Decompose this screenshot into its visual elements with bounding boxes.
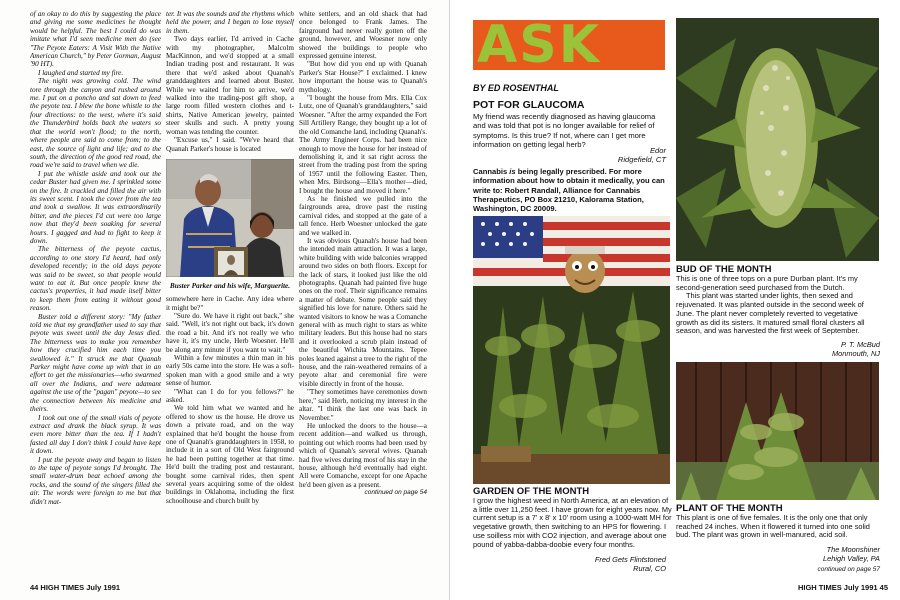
article-column-1 xyxy=(30,10,161,558)
folio-right: HIGH TIMES July 1991 45 xyxy=(797,583,888,592)
article-paragraph: I put the whistle aside and took out the cedar Buster had given me. I sprinkled some on the fire. It crackled and filled the air with its sweet scent. I took the cover from the tea and took a swallow. It was extraordinarily bitter, and the pieces I'd cut were too large now that they'd been soaking for several hours. I gagged and had to fight to keep it down. xyxy=(30,169,161,245)
glaucoma-question: My friend was recently diagnosed as having glaucoma and was told that pot is no longer available for relief of symptoms. Is this true? If not, where can I get more information on getting legal herb? xyxy=(473,112,656,149)
plant-text: This plant is one of five females. It is the only one that only reached 24 inches. When it flowered it turned into one solid bud. The plant was grown in well-manured, acid soil. xyxy=(676,513,870,540)
article-paragraph: We told him what we wanted and he offered to show us the house. He drove us down a private road, and on the way explained that he'd bought the house from one of Quanah's granddaughters in 1958, to include it in a sort of Old West fairground he had been putting together at that time. He'd built the trading post and restaurant, bought some carnival rides, then spent several years acquiring some of the oldest buildings in Oklahoma, including the first schoolhouse and church built by xyxy=(166,404,294,505)
glaucoma-answer xyxy=(473,167,669,213)
article-paragraph: "Excuse us," I said. "We've heard that Quanah Parker's house is located xyxy=(166,136,294,153)
article-column-2 xyxy=(166,10,294,558)
plant-signature xyxy=(770,546,880,563)
bud-paragraph: This plant was started under lights, then sexed and rejuvenated. It was planted outside in the second week of June. The plant never completely reverted to vegetative growth as did its sisters. It matured small floral clusters all season, and was harvested the first week of September. xyxy=(676,291,865,336)
section-title-glaucoma: POT FOR GLAUCOMA xyxy=(473,99,585,111)
section-title-garden: GARDEN OF THE MONTH xyxy=(473,486,590,497)
article-paragraph: "What can I do for you fellows?" he asked. xyxy=(166,387,294,404)
article-paragraph: The night was growing cold. The wind tore through the canyon and rushed around me. I put on a poncho and sat down to feed the peyote tea. I blew the bone whistle to the four directions: to the west, where it's said the Thunderbird holds back the waters so that the world won't flood; to the north, where people are said to come from; to the east, the source of light and life; and to the south, the direction of the good red road, the road we're said to travel when we die. xyxy=(30,77,161,170)
article-paragraph: "I bought the house from Mrs. Ella Cox Lutz, one of Quanah's granddaughters," said Woesner. "After the army expanded the Fort Sill Artillery Range, they bought up a lot of the old Comanche land, including Quanah's. The Army Engineer Corps. had been nice enough to move the house for her instead of demolishing it, and it sat right across the street from the trading post from the spring of 1957 until the following Easter. Then, when Mrs. Birdsong—Ella's mother—died, I bought the house and moved it here." xyxy=(299,94,427,195)
section-title-plant: PLANT OF THE MONTH xyxy=(676,503,783,514)
signature-name: The Moonshiner xyxy=(826,545,880,554)
article-paragraph: ter. It was the sounds and the rhythms which held the power, and I began to lose myself in them. xyxy=(166,10,294,35)
folio-left: 44 HIGH TIMES July 1991 xyxy=(30,583,121,592)
signature-place: Ridgefield, CT xyxy=(617,155,666,165)
garden-text: I grow the highest weed in North America, at an elevation of a little over 11,250 feet. I have grown for eight years now. My current setup is a 7' x 8' x 10' room using a 1000-watt MH for vegetative growth, then switching to an HPS for flowering. I use soilless mix with CO2 injection, and average about one pound of yabba-dabba-doobie every four months. xyxy=(473,496,672,549)
article-paragraph: "Sure do. We have it right out back," she said. "Well, it's not right out back, it's down the road a bit. And it's not really we who have it, it's my uncle, Herb Woesner. He'll be along any minute if you want to wait." xyxy=(166,311,294,354)
article-paragraph: "They sometimes have ceremonies down here," said Herb, noticing my interest in the altar. "I think the last one was back in November." xyxy=(299,388,427,422)
bud-text xyxy=(676,275,878,336)
answer-emphasis: is xyxy=(509,167,516,176)
article-paragraph: of an okay to do this by suggesting the place and giving me some medicines he thought would be helpful. The best I could do was imitate what I'd seen medicine men do (see "The Peyote Eaters: A Visit With the Native American Church," by Peter Gorman, August '90 HT). xyxy=(30,10,161,69)
article-paragraph: I put the peyote away and began to listen to the tape of peyote songs I'd brought. The small water-drum beat echoed among the rocks, and the sound of the singers filled the air. The words were foreign to me but that didn't mat- xyxy=(30,455,161,506)
bud-signature xyxy=(770,341,880,358)
signature-place: Lehigh Valley, PA xyxy=(823,553,880,563)
photo-caption: Buster Parker and his wife, Marguerite. xyxy=(169,281,291,291)
bud-paragraph: This is one of three tops on a pure Durban plant. It's my second-generation seed purchased from the Dutch. xyxy=(676,274,858,292)
photo-buster-marguerite xyxy=(166,159,294,277)
article-paragraph: white settlers, and an old shack that had once belonged to Frank James. The fairground had never really gotten off the ground, however, and Woesner now only showed the buildings to people who expressed genuine interest. xyxy=(299,10,427,61)
glaucoma-signature xyxy=(560,146,666,165)
signature-place: Rural, CO xyxy=(633,563,666,573)
signature-name: Edor xyxy=(649,146,666,155)
signature-name: P. T. McBud xyxy=(840,340,880,349)
signature-name: Fred Gets Flintstoned xyxy=(594,555,666,564)
article-paragraph: Buster told a different story: "My father told me that my grandfather used to say that peyote was sweet until the day Jesus died. The bitterness was to make you remember how they crucified him each time you swallowed it." It struck me that Quanah Parker might have come up with that in an effort to get the missionaries—who swarmed all over the Indians, and were adamant against the use of the "pagan" peyote—to see the connection between his medicine and theirs. xyxy=(30,312,161,414)
byline: BY ED ROSENTHAL xyxy=(473,83,559,93)
bud-photo xyxy=(676,18,879,261)
article-paragraph: "But how did you end up with Quanah Parker's Star House?" I exclaimed. I knew how important the house was to Quanah's mythology. xyxy=(299,60,427,94)
article-paragraph: The bitterness of the peyote cactus, according to one story I'd heard, had only developed recently; in the old days peyote was said to be sweet, so that people would want to eat it. But once people knew the cactus's properties, it had made itself bitter to keep them from eating it without good reason. xyxy=(30,245,161,313)
banner-title: ASK xyxy=(477,20,601,70)
article-paragraph: I took out one of the small vials of peyote extract and drank the black syrup. It was even more bitter than the tea. If I hadn't fasted all day I don't think I could have kept it down. xyxy=(30,413,161,456)
article-paragraph: As he finished we pulled into the fairgrounds area, drove past the rusting carnival rides, and stopped at the gate of a tall fence. Herb Woesner unlocked the gate and we walked in. xyxy=(299,194,427,237)
article-paragraph: It was obvious Quanah's house had been the intended main attraction. It was a large, white building with wide balconies wrapped around two sides on both floors. Except for the lack of stars, it looked just like the old photographs. Quanah had painted five huge ones on the roof. Their significance remains a matter of debate. Some people said they signified his love for nature. Others said he wanted visitors to know he was a Comanche general with as much right to stars as white military leaders. But this house had no stars and it overlooked a scrub plain instead of the beautiful Wichita Mountains. Tepee poles leaned against a tree to the right of the house, and the rain-weathered remains of a peyote altar and ceremonial fire were visible directly in front of the house. xyxy=(299,236,427,388)
article-paragraph: Two days earlier, I'd arrived in Cache with my photographer, Malcolm MacKinnon, and we'd stopped at a small Indian trading post and restaurant. It was there that we'd asked about Quanah's granddaughters and learned about Buster. While we waited for him to arrive, we'd walked into the trading-post gift shop, a large room filled western clothes and t-shirts, Native American jewelry, painted steer skulls and such. A pretty young woman was tending the counter. xyxy=(166,35,294,136)
answer-part: Cannabis xyxy=(473,167,510,176)
buster-parker-photo xyxy=(166,159,294,279)
plant-photo xyxy=(676,362,879,500)
garden-photo xyxy=(473,216,670,484)
article-paragraph: He unlocked the doors to the house—a recent addition—and walked us through, pointing out which rooms had been used by which of Quanah's several wives. Quanah had five wives during most of his stay in the house, although he'd eventually had eight. All were Comanche, except for one Apache he'd been given as a present. xyxy=(299,421,427,489)
continued-note: continued on page 57 xyxy=(817,566,880,573)
garden-signature xyxy=(560,556,666,573)
article-paragraph: I laughed and started my fire. xyxy=(38,68,124,77)
signature-place: Monmouth, NJ xyxy=(831,348,880,358)
article-paragraph: somewhere here in Cache. Any idea where it might be?" xyxy=(166,295,294,312)
ask-ed-banner xyxy=(473,20,665,70)
article-column-3 xyxy=(299,10,427,558)
answer-part: being legally prescribed. For more information about how to obtain it medically, you can write to: Robert Randall, Alliance for Cannabis Therapeutics, PO Box 21210, Kalorama Station, Washington, DC 20009. xyxy=(473,167,665,214)
continued-note: continued on page 54 xyxy=(364,489,427,497)
article-paragraph: Within a few minutes a thin man in his early 50s came into the store. He was a soft-spoken man with a good smile and a wry sense of humor. xyxy=(166,353,294,388)
section-title-bud: BUD OF THE MONTH xyxy=(676,264,772,275)
